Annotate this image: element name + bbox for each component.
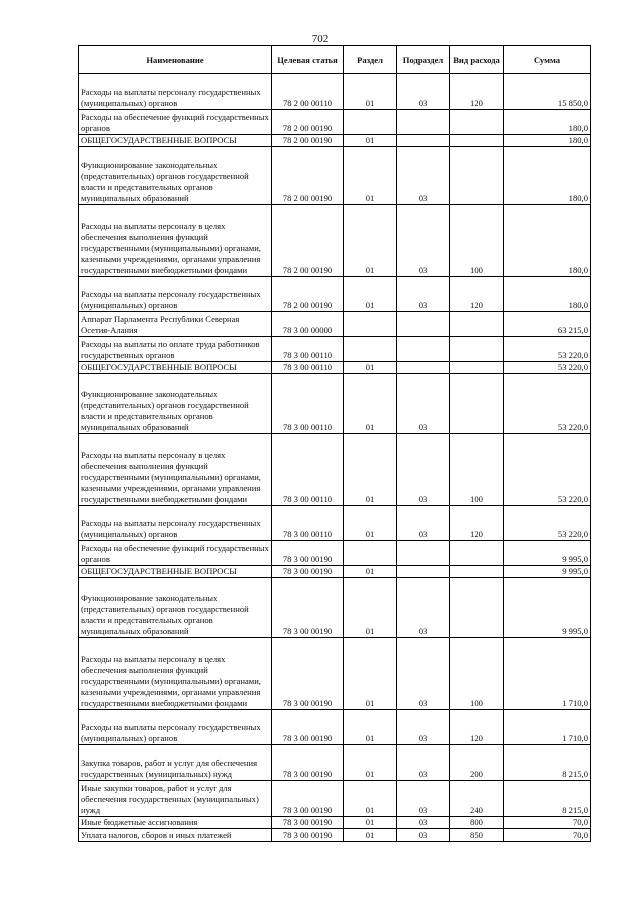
row-subsection — [397, 362, 450, 374]
row-section: 01 — [344, 638, 397, 710]
row-type — [450, 566, 504, 578]
row-article: 78 2 00 00190 — [272, 135, 344, 147]
row-sum: 15 850,0 — [504, 74, 591, 110]
row-section: 01 — [344, 781, 397, 817]
row-subsection: 03 — [397, 781, 450, 817]
row-article: 78 3 00 00000 — [272, 312, 344, 337]
row-sum: 8 215,0 — [504, 781, 591, 817]
row-subsection: 03 — [397, 506, 450, 541]
table-row — [79, 829, 591, 842]
row-subsection — [397, 541, 450, 566]
row-type: 850 — [450, 829, 504, 842]
row-name: Функционирование законодательных (представительных) органов государственной власти и представительных органов муниципальных образований — [79, 374, 272, 434]
row-name: Иные бюджетные ассигнования — [79, 817, 272, 829]
row-article: 78 3 00 00110 — [272, 434, 344, 506]
row-name: Расходы на выплаты персоналу государственных (муниципальных) органов — [79, 277, 272, 312]
table-header-row — [79, 46, 591, 74]
row-sum: 180,0 — [504, 147, 591, 205]
row-section: 01 — [344, 745, 397, 781]
row-name: ОБЩЕГОСУДАРСТВЕННЫЕ ВОПРОСЫ — [79, 566, 272, 578]
row-name: Расходы на выплаты персоналу государственных (муниципальных) органов — [79, 506, 272, 541]
row-name: Уплата налогов, сборов и иных платежей — [79, 829, 272, 842]
row-subsection: 03 — [397, 710, 450, 745]
row-type: 200 — [450, 745, 504, 781]
row-subsection — [397, 135, 450, 147]
row-section — [344, 541, 397, 566]
row-sum: 53 220,0 — [504, 362, 591, 374]
row-subsection: 03 — [397, 74, 450, 110]
row-sum: 63 215,0 — [504, 312, 591, 337]
row-subsection: 03 — [397, 205, 450, 277]
row-subsection: 03 — [397, 638, 450, 710]
row-article: 78 3 00 00110 — [272, 506, 344, 541]
row-section: 01 — [344, 74, 397, 110]
row-article: 78 3 00 00190 — [272, 541, 344, 566]
row-sum: 180,0 — [504, 110, 591, 135]
row-name: Аппарат Парламента Республики Северная Осетия-Алания — [79, 312, 272, 337]
row-article: 78 2 00 00190 — [272, 147, 344, 205]
table-row — [79, 578, 591, 638]
row-sum: 53 220,0 — [504, 374, 591, 434]
row-subsection: 03 — [397, 578, 450, 638]
row-type — [450, 337, 504, 362]
row-type — [450, 578, 504, 638]
row-subsection — [397, 312, 450, 337]
header-type: Вид расхода — [450, 46, 504, 74]
table-row — [79, 817, 591, 829]
header-sum: Сумма — [504, 46, 591, 74]
table-row — [79, 147, 591, 205]
row-article: 78 3 00 00110 — [272, 362, 344, 374]
row-article: 78 2 00 00190 — [272, 110, 344, 135]
row-type — [450, 541, 504, 566]
row-sum: 180,0 — [504, 277, 591, 312]
row-article: 78 2 00 00190 — [272, 205, 344, 277]
table-row — [79, 374, 591, 434]
row-type — [450, 147, 504, 205]
row-type: 120 — [450, 710, 504, 745]
row-sum: 53 220,0 — [504, 506, 591, 541]
row-article: 78 3 00 00190 — [272, 638, 344, 710]
row-section: 01 — [344, 205, 397, 277]
table-row — [79, 506, 591, 541]
row-article: 78 3 00 00190 — [272, 829, 344, 842]
row-article: 78 2 00 00190 — [272, 277, 344, 312]
row-subsection — [397, 110, 450, 135]
row-name: ОБЩЕГОСУДАРСТВЕННЫЕ ВОПРОСЫ — [79, 135, 272, 147]
row-section: 01 — [344, 135, 397, 147]
row-section: 01 — [344, 829, 397, 842]
row-sum: 53 220,0 — [504, 337, 591, 362]
row-article: 78 3 00 00110 — [272, 337, 344, 362]
row-sum: 70,0 — [504, 829, 591, 842]
row-section: 01 — [344, 362, 397, 374]
row-name: ОБЩЕГОСУДАРСТВЕННЫЕ ВОПРОСЫ — [79, 362, 272, 374]
row-section — [344, 312, 397, 337]
row-sum: 1 710,0 — [504, 710, 591, 745]
table-row — [79, 638, 591, 710]
row-type — [450, 374, 504, 434]
table-row — [79, 205, 591, 277]
row-article: 78 3 00 00190 — [272, 817, 344, 829]
header-name: Наименование — [79, 46, 272, 74]
row-sum: 9 995,0 — [504, 566, 591, 578]
row-name: Иные закупки товаров, работ и услуг для обеспечения государственных (муниципальных) нужд — [79, 781, 272, 817]
row-subsection — [397, 337, 450, 362]
row-section — [344, 337, 397, 362]
table-row — [79, 312, 591, 337]
row-section: 01 — [344, 566, 397, 578]
page-number: 702 — [311, 33, 329, 45]
row-name: Функционирование законодательных (представительных) органов государственной власти и представительных органов муниципальных образований — [79, 578, 272, 638]
row-name: Расходы на выплаты персоналу государственных (муниципальных) органов — [79, 710, 272, 745]
row-type — [450, 135, 504, 147]
row-article: 78 2 00 00110 — [272, 74, 344, 110]
row-name: Расходы на обеспечение функций государственных органов — [79, 541, 272, 566]
row-section: 01 — [344, 710, 397, 745]
row-subsection: 03 — [397, 745, 450, 781]
budget-table — [78, 45, 591, 842]
row-sum: 180,0 — [504, 205, 591, 277]
row-article: 78 3 00 00190 — [272, 745, 344, 781]
row-subsection: 03 — [397, 277, 450, 312]
row-section: 01 — [344, 506, 397, 541]
row-type: 120 — [450, 74, 504, 110]
row-name: Расходы на выплаты персоналу государственных (муниципальных) органов — [79, 74, 272, 110]
row-section — [344, 110, 397, 135]
row-type: 120 — [450, 277, 504, 312]
row-type: 800 — [450, 817, 504, 829]
header-subsection: Подраздел — [397, 46, 450, 74]
row-article: 78 3 00 00110 — [272, 374, 344, 434]
table-row — [79, 337, 591, 362]
table-row — [79, 277, 591, 312]
row-type: 120 — [450, 506, 504, 541]
row-section: 01 — [344, 147, 397, 205]
row-name: Расходы на выплаты персоналу в целях обеспечения выполнения функций государственными (муниципальными) органами, казенными учреждениями, органами управления государственными внебюджетными фондами — [79, 434, 272, 506]
table-row — [79, 434, 591, 506]
header-article: Целевая статья — [272, 46, 344, 74]
row-section: 01 — [344, 277, 397, 312]
table-row — [79, 74, 591, 110]
table-row — [79, 745, 591, 781]
row-section: 01 — [344, 578, 397, 638]
row-type: 100 — [450, 434, 504, 506]
row-sum: 70,0 — [504, 817, 591, 829]
table-row — [79, 781, 591, 817]
row-article: 78 3 00 00190 — [272, 781, 344, 817]
row-subsection: 03 — [397, 829, 450, 842]
row-name: Расходы на выплаты персоналу в целях обеспечения выполнения функций государственными (муниципальными) органами, казенными учреждениями, органами управления государственными внебюджетными фондами — [79, 638, 272, 710]
row-name: Закупка товаров, работ и услуг для обеспечения государственных (муниципальных) нужд — [79, 745, 272, 781]
row-type: 240 — [450, 781, 504, 817]
table-row — [79, 710, 591, 745]
row-subsection: 03 — [397, 374, 450, 434]
row-type: 100 — [450, 205, 504, 277]
header-section: Раздел — [344, 46, 397, 74]
row-type: 100 — [450, 638, 504, 710]
row-name: Расходы на выплаты персоналу в целях обеспечения выполнения функций государственными (муниципальными) органами, казенными учреждениями, органами управления государственными внебюджетными фондами — [79, 205, 272, 277]
row-sum: 8 215,0 — [504, 745, 591, 781]
row-sum: 180,0 — [504, 135, 591, 147]
row-subsection: 03 — [397, 817, 450, 829]
row-section: 01 — [344, 817, 397, 829]
row-sum: 1 710,0 — [504, 638, 591, 710]
table-row — [79, 135, 591, 147]
row-sum: 9 995,0 — [504, 541, 591, 566]
row-name: Расходы на обеспечение функций государственных органов — [79, 110, 272, 135]
row-type — [450, 110, 504, 135]
table-row — [79, 541, 591, 566]
row-name: Функционирование законодательных (представительных) органов государственной власти и представительных органов муниципальных образований — [79, 147, 272, 205]
row-type — [450, 362, 504, 374]
row-article: 78 3 00 00190 — [272, 578, 344, 638]
row-type — [450, 312, 504, 337]
table-row — [79, 362, 591, 374]
row-article: 78 3 00 00190 — [272, 566, 344, 578]
row-sum: 9 995,0 — [504, 578, 591, 638]
row-subsection: 03 — [397, 147, 450, 205]
row-name: Расходы на выплаты по оплате труда работников государственных органов — [79, 337, 272, 362]
row-section: 01 — [344, 374, 397, 434]
row-section: 01 — [344, 434, 397, 506]
table-row — [79, 566, 591, 578]
table-row — [79, 110, 591, 135]
row-subsection: 03 — [397, 434, 450, 506]
row-sum: 53 220,0 — [504, 434, 591, 506]
row-subsection — [397, 566, 450, 578]
row-article: 78 3 00 00190 — [272, 710, 344, 745]
